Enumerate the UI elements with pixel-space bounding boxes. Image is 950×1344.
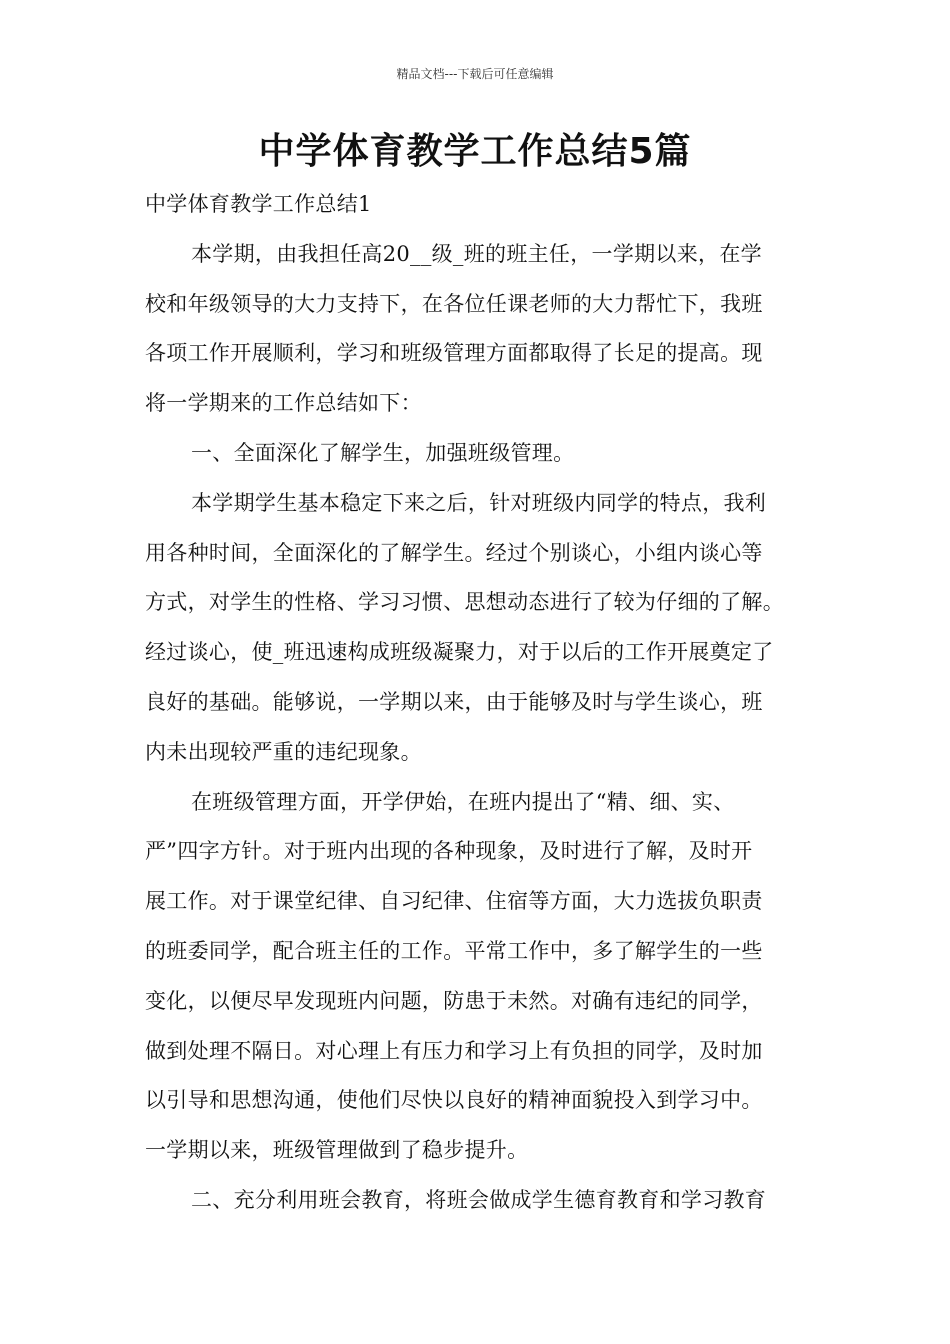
paragraph-line: 良好的基础。能够说，一学期以来，由于能够及时与学生谈心，班 <box>145 689 763 714</box>
paragraph-line: 用各种时间，全面深化的了解学生。经过个别谈心，小组内谈心等 <box>145 540 763 565</box>
document-body <box>145 180 825 1226</box>
paragraph-line: 内未出现较严重的违纪现象。 <box>145 739 422 764</box>
paragraph-line: 将一学期来的工作总结如下： <box>145 391 422 416</box>
paragraph-line: 各项工作开展顺利，学习和班级管理方面都取得了长足的提高。现 <box>145 341 763 366</box>
paragraph-line: 展工作。对于课堂纪律、自习纪律、住宿等方面，大力选拔负职责 <box>145 889 763 914</box>
paragraph-line: 变化，以便尽早发现班内问题，防患于未然。对确有违纪的同学， <box>145 988 763 1013</box>
paragraph-line: 方式，对学生的性格、学习习惯、思想动态进行了较为仔细的了解。 <box>145 590 784 615</box>
paragraph-line: 本学期学生基本稳定下来之后，针对班级内同学的特点，我利 <box>191 490 767 515</box>
paragraph-line: 经过谈心，使_班迅速构成班级凝聚力，对于以后的工作开展奠定了 <box>145 640 774 665</box>
section-heading: 一、全面深化了解学生，加强班级管理。 <box>191 440 575 465</box>
section-heading: 二、充分利用班会教育，将班会做成学生德育教育和学习教育 <box>191 1187 767 1212</box>
paragraph-line: 校和年级领导的大力支持下，在各位任课老师的大力帮忙下，我班 <box>145 291 763 316</box>
paragraph-line: 以引导和思想沟通，使他们尽快以良好的精神面貌投入到学习中。 <box>145 1088 763 1113</box>
paragraph-line: 的班委同学，配合班主任的工作。平常工作中，多了解学生的一些 <box>145 938 763 963</box>
paragraph-line: 做到处理不隔日。对心理上有压力和学习上有负担的同学，及时加 <box>145 1038 763 1063</box>
header-note: 精品文档---下载后可任意编辑 <box>396 67 554 81</box>
paragraph-line: 本学期，由我担任高20__级_班的班主任，一学期以来，在学 <box>191 241 762 266</box>
document-title: 中学体育教学工作总结5篇 <box>258 131 692 172</box>
section-subtitle: 中学体育教学工作总结1 <box>145 192 372 216</box>
paragraph-line: 一学期以来，班级管理做到了稳步提升。 <box>145 1138 529 1163</box>
paragraph-line: 严”四字方针。对于班内出现的各种现象，及时进行了解，及时开 <box>145 839 753 864</box>
paragraph-line: 在班级管理方面，开学伊始，在班内提出了“精、细、实、 <box>191 789 735 814</box>
